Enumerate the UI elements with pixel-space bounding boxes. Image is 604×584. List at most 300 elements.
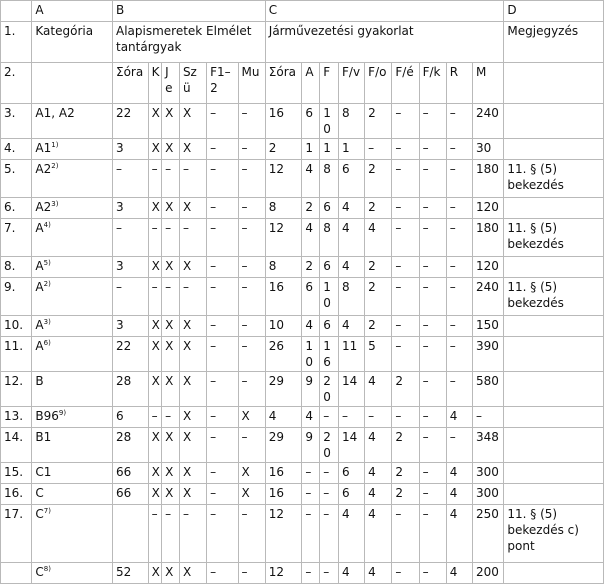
value-cell: – [419,428,446,463]
value-cell: X [179,372,206,407]
remarks-cell [504,198,604,219]
row-number: 3. [1,104,32,139]
row-number: 9. [1,278,32,316]
category-cell [32,198,113,219]
value-cell: – [207,428,238,463]
sub-header-cell: F/é [392,63,419,104]
value-cell: 10 [320,104,339,139]
value-cell: – [320,484,339,505]
row-number: 14. [1,428,32,463]
value-cell: – [419,463,446,484]
footnote-ref: 3) [43,318,51,326]
value-cell: – [179,505,206,563]
value-cell: 52 [112,563,148,584]
value-cell: 120 [472,257,503,278]
table-row [1,198,604,219]
value-cell: 66 [112,484,148,505]
value-cell: – [238,160,265,198]
value-cell: – [162,160,180,198]
value-cell: 29 [265,372,302,407]
remarks-cell [504,316,604,337]
value-cell: 9 [302,428,320,463]
value-cell: – [238,219,265,257]
category-cell [32,160,113,198]
value-cell: 4 [446,463,472,484]
row-number: 12. [1,372,32,407]
category-label: B [35,374,44,388]
sub-header-row [1,63,604,104]
footnote-ref: 3) [51,200,59,208]
value-cell: X [179,104,206,139]
table-row [1,563,604,584]
value-cell: 4 [339,505,365,563]
value-cell: 26 [265,337,302,372]
value-cell: 3 [112,316,148,337]
footnote-ref: 2) [43,280,51,288]
table-row [1,139,604,160]
value-cell: 4 [365,372,392,407]
value-cell: 4 [446,505,472,563]
value-cell: – [238,563,265,584]
table-row [1,278,604,316]
value-cell: – [148,278,162,316]
value-cell: 4 [339,198,365,219]
sub-header-cell: F/v [339,63,365,104]
category-cell [32,505,113,563]
value-cell: – [419,505,446,563]
value-cell: – [392,407,419,428]
value-cell: – [365,407,392,428]
value-cell: – [302,563,320,584]
value-cell: 3 [112,198,148,219]
row-number: 4. [1,139,32,160]
value-cell: 240 [472,104,503,139]
value-cell: – [148,219,162,257]
value-cell: X [179,407,206,428]
value-cell: – [419,139,446,160]
value-cell: – [238,257,265,278]
value-cell: X [162,139,180,160]
value-cell: X [179,316,206,337]
value-cell: – [446,337,472,372]
sub-header-cell [32,63,113,104]
value-cell: X [179,139,206,160]
value-cell: 6 [339,484,365,505]
value-cell: X [162,563,180,584]
value-cell: – [207,198,238,219]
value-cell: 4 [365,463,392,484]
remarks-cell [504,463,604,484]
category-label: A [35,339,44,353]
category-label: C [35,565,44,579]
value-cell: 8 [339,104,365,139]
value-cell: – [419,160,446,198]
sub-header-cell: Je [162,63,180,104]
row-number: 17. [1,505,32,563]
value-cell: 28 [112,372,148,407]
table-row [1,407,604,428]
value-cell: – [339,407,365,428]
value-cell: 2 [365,160,392,198]
value-cell: 2 [365,278,392,316]
value-cell: 2 [392,428,419,463]
value-cell: – [238,198,265,219]
table-row [1,219,604,257]
remarks-cell [504,337,604,372]
sub-header-cell: Szü [179,63,206,104]
value-cell: 4 [365,563,392,584]
value-cell: 4 [265,407,302,428]
value-cell: 580 [472,372,503,407]
table-row [1,160,604,198]
value-cell: 240 [472,278,503,316]
row-number: 10. [1,316,32,337]
category-label: A1, A2 [35,106,75,120]
category-label: A1 [35,141,52,155]
value-cell: 4 [302,219,320,257]
value-cell: – [207,316,238,337]
table-row [1,463,604,484]
value-cell: 4 [365,219,392,257]
value-cell: X [179,484,206,505]
value-cell: – [392,219,419,257]
value-cell: 4 [365,505,392,563]
value-cell: – [419,316,446,337]
value-cell: – [419,372,446,407]
value-cell: X [179,257,206,278]
remarks-cell [504,104,604,139]
value-cell: – [392,160,419,198]
value-cell: – [419,198,446,219]
category-cell [32,484,113,505]
value-cell: 4 [302,407,320,428]
row-number: 15. [1,463,32,484]
footnote-ref: 5) [43,259,51,267]
remarks-cell: 11. § (5) bekezdés [504,219,604,257]
value-cell: 6 [320,257,339,278]
table-row [1,316,604,337]
value-cell: – [238,316,265,337]
value-cell: X [148,198,162,219]
value-cell: 16 [265,463,302,484]
col-letter-c: C [265,1,504,22]
value-cell: 4 [365,484,392,505]
category-label: B96 [35,409,59,423]
value-cell: – [392,563,419,584]
value-cell: – [238,337,265,372]
col-letter-cell [1,1,32,22]
value-cell: 200 [472,563,503,584]
value-cell: X [162,428,180,463]
category-label: A2 [35,162,52,176]
row-number: 8. [1,257,32,278]
remarks-cell: 11. § (5) bekezdés c) pont [504,505,604,563]
value-cell: 2 [265,139,302,160]
row-number: 11. [1,337,32,372]
value-cell: 12 [265,563,302,584]
remarks-cell [504,257,604,278]
value-cell: 66 [112,463,148,484]
value-cell: 9 [302,372,320,407]
value-cell: 4 [339,316,365,337]
table-body [1,1,604,584]
value-cell: – [419,257,446,278]
value-cell: X [148,372,162,407]
col-letter-b: B [112,1,265,22]
value-cell: – [112,160,148,198]
value-cell: – [392,139,419,160]
value-cell: 16 [265,484,302,505]
value-cell: – [419,278,446,316]
value-cell: 6 [320,316,339,337]
header-row [1,22,604,63]
value-cell: 4 [446,563,472,584]
value-cell: – [148,160,162,198]
row-number: 6. [1,198,32,219]
value-cell: – [207,160,238,198]
value-cell: 4 [446,484,472,505]
value-cell: X [148,139,162,160]
value-cell: – [446,278,472,316]
value-cell: – [179,160,206,198]
value-cell: – [446,257,472,278]
footnote-ref: 7) [43,507,51,515]
value-cell: X [162,257,180,278]
value-cell: – [446,372,472,407]
value-cell: – [302,505,320,563]
sub-header-cell: Σóra [112,63,148,104]
value-cell [112,505,148,563]
value-cell: 1 [302,139,320,160]
value-cell: 4 [302,316,320,337]
sub-header-cell [504,63,604,104]
sub-header-cell: M [472,63,503,104]
value-cell: 4 [339,563,365,584]
value-cell: X [238,407,265,428]
category-header: Kategória [32,22,113,63]
value-cell: 6 [112,407,148,428]
value-cell: X [148,484,162,505]
category-label: C [35,486,44,500]
value-cell: – [162,219,180,257]
table-row [1,484,604,505]
value-cell: 120 [472,198,503,219]
category-cell [32,278,113,316]
value-cell: – [446,139,472,160]
theory-header: Alapismeretek Elmélet tantárgyak [112,22,265,63]
value-cell: – [207,219,238,257]
row-number: 1. [1,22,32,63]
remarks-cell [504,372,604,407]
table-row [1,337,604,372]
value-cell: 300 [472,484,503,505]
sub-header-cell: Mu [238,63,265,104]
value-cell: 4 [339,219,365,257]
value-cell: 20 [320,372,339,407]
value-cell: 8 [265,257,302,278]
value-cell: 14 [339,372,365,407]
value-cell: – [238,428,265,463]
value-cell: – [207,463,238,484]
footnote-ref: 9) [58,409,67,417]
value-cell: 8 [320,160,339,198]
value-cell: – [320,505,339,563]
value-cell: 12 [265,505,302,563]
value-cell: X [148,316,162,337]
sub-header-cell: F/k [419,63,446,104]
sub-header-cell: F1–2 [207,63,238,104]
category-cell [32,428,113,463]
footnote-ref: 8) [43,565,51,573]
col-letter-a: A [32,1,113,22]
value-cell: 28 [112,428,148,463]
value-cell: X [148,104,162,139]
value-cell: – [179,219,206,257]
row-number: 7. [1,219,32,257]
value-cell: – [419,104,446,139]
col-letter-d: D [504,1,604,22]
value-cell: – [320,563,339,584]
value-cell: – [302,463,320,484]
value-cell: – [392,278,419,316]
value-cell: – [238,104,265,139]
value-cell: – [392,337,419,372]
value-cell: 10 [320,278,339,316]
value-cell: 2 [365,316,392,337]
value-cell: – [207,407,238,428]
value-cell: 10 [265,316,302,337]
value-cell: 4 [302,160,320,198]
value-cell: – [392,316,419,337]
value-cell: – [207,278,238,316]
value-cell: 8 [265,198,302,219]
value-cell: X [162,316,180,337]
value-cell: – [207,505,238,563]
row-number: 2. [1,63,32,104]
value-cell: 180 [472,219,503,257]
value-cell: 16 [265,278,302,316]
value-cell: 12 [265,219,302,257]
value-cell: 4 [446,407,472,428]
value-cell: – [207,104,238,139]
table-row [1,428,604,463]
value-cell: X [179,463,206,484]
value-cell: 2 [392,463,419,484]
value-cell: X [162,484,180,505]
category-cell [32,139,113,160]
value-cell: – [419,484,446,505]
row-number: 5. [1,160,32,198]
category-cell [32,316,113,337]
value-cell: 22 [112,104,148,139]
value-cell: 2 [365,257,392,278]
row-number [1,563,32,584]
value-cell: 1 [320,139,339,160]
value-cell: – [419,563,446,584]
value-cell: 2 [302,257,320,278]
value-cell: 300 [472,463,503,484]
value-cell: – [238,139,265,160]
value-cell: X [162,198,180,219]
row-number: 16. [1,484,32,505]
row-number: 13. [1,407,32,428]
value-cell: – [238,278,265,316]
value-cell: X [179,337,206,372]
value-cell: – [207,372,238,407]
value-cell: 150 [472,316,503,337]
value-cell: – [148,407,162,428]
value-cell: – [207,563,238,584]
column-letters-row [1,1,604,22]
table-row [1,104,604,139]
remarks-cell [504,139,604,160]
value-cell: – [446,198,472,219]
category-cell [32,563,113,584]
value-cell: 16 [320,337,339,372]
category-cell [32,257,113,278]
category-label: A [35,259,44,273]
value-cell: – [207,257,238,278]
value-cell: 6 [339,463,365,484]
value-cell: – [446,104,472,139]
footnote-ref: 1) [51,141,59,149]
value-cell: X [148,428,162,463]
value-cell: X [238,463,265,484]
value-cell: 1 [339,139,365,160]
value-cell: 2 [302,198,320,219]
value-cell: 2 [392,484,419,505]
value-cell: – [162,278,180,316]
value-cell: X [162,104,180,139]
category-label: A2 [35,200,52,214]
value-cell: – [446,219,472,257]
value-cell: X [148,257,162,278]
footnote-ref: 4) [43,221,51,229]
category-cell [32,219,113,257]
remarks-cell [504,428,604,463]
value-cell: X [179,428,206,463]
value-cell: – [148,505,162,563]
value-cell: – [419,337,446,372]
value-cell: – [162,407,180,428]
value-cell: – [238,505,265,563]
category-cell [32,463,113,484]
value-cell: 20 [320,428,339,463]
sub-header-cell: A [302,63,320,104]
value-cell: 8 [320,219,339,257]
value-cell: 11 [339,337,365,372]
value-cell: – [392,505,419,563]
category-label: A [35,280,44,294]
value-cell: 250 [472,505,503,563]
value-cell: – [472,407,503,428]
value-cell: – [419,219,446,257]
value-cell: X [179,198,206,219]
remarks-cell [504,484,604,505]
value-cell: X [162,463,180,484]
value-cell: 6 [339,160,365,198]
value-cell: – [302,484,320,505]
value-cell: 22 [112,337,148,372]
table-row [1,257,604,278]
value-cell: 3 [112,139,148,160]
sub-header-cell: F/o [365,63,392,104]
practice-header: Járművezetési gyakorlat [265,22,504,63]
category-cell [32,372,113,407]
footnote-ref: 2) [51,162,59,170]
table-row [1,505,604,563]
category-label: A [35,318,44,332]
